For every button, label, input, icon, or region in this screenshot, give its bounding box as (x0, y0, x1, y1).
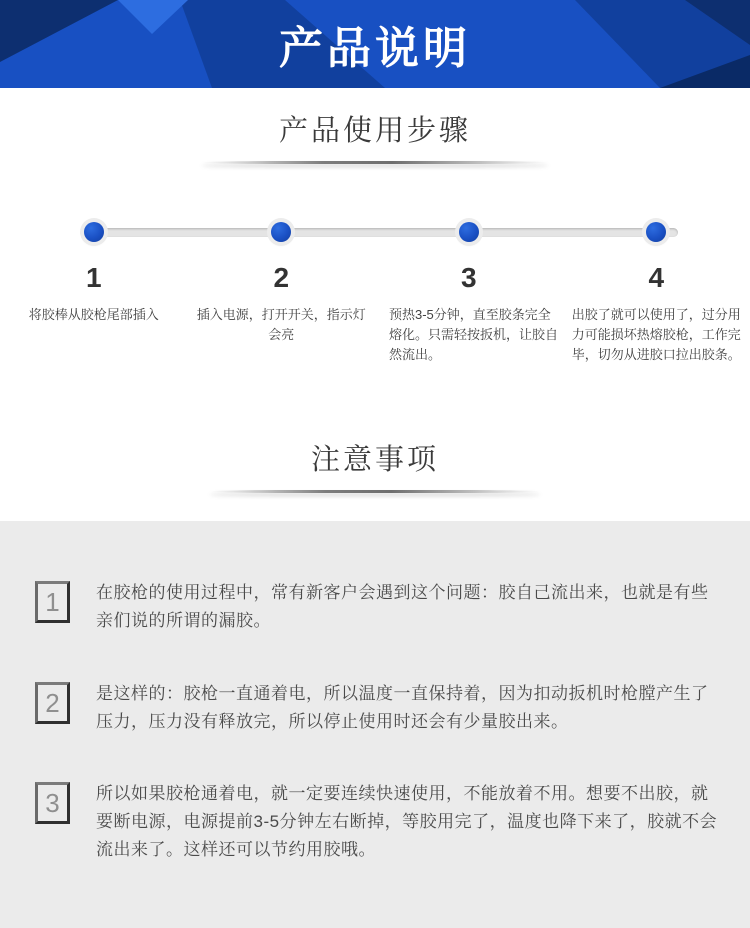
step-dot-icon (459, 222, 479, 242)
step-text: 将胶棒从胶枪尾部插入 (0, 305, 188, 325)
step-item-3 (375, 219, 563, 365)
note-number-box (35, 782, 70, 824)
step-number: 1 (86, 264, 102, 292)
step-item-4 (563, 219, 750, 365)
step-number: 4 (648, 264, 664, 292)
note-number: 2 (45, 690, 59, 716)
notes-section-header (0, 437, 750, 493)
note-item-3 (35, 780, 720, 864)
note-number: 1 (45, 589, 59, 615)
step-text: 插入电源，打开开关，指示灯会亮 (188, 305, 376, 345)
step-item-1 (0, 219, 188, 365)
note-number-box (35, 581, 70, 623)
usage-title-divider (201, 161, 549, 164)
banner-title: 产品说明 (0, 12, 750, 76)
notes-title-divider (209, 490, 541, 493)
note-item-2 (35, 680, 720, 736)
step-number: 2 (273, 264, 289, 292)
step-item-2 (188, 219, 376, 365)
note-number-box (35, 682, 70, 724)
note-item-1 (35, 579, 720, 635)
step-number: 3 (461, 264, 477, 292)
note-text: 所以如果胶枪通着电，就一定要连续快速使用，不能放着不用。想要不出胶，就要断电源，电源提前3-5分钟左右断掉，等胶用完了，温度也降下来了，胶就不会流出来了。这样还可以节约用胶哦。 (96, 780, 720, 864)
usage-section-title: 产品使用步骤 (0, 108, 750, 149)
notes-section (0, 521, 750, 927)
step-text: 出胶了就可以使用了，过分用力可能损坏热熔胶枪，工作完毕，切勿从进胶口拉出胶条。 (563, 305, 750, 365)
note-number: 3 (45, 790, 59, 816)
note-text: 在胶枪的使用过程中，常有新客户会遇到这个问题：胶自己流出来，也就是有些亲们说的所谓的漏胶。 (96, 579, 720, 635)
timeline-steps (0, 219, 750, 365)
steps-timeline (0, 219, 750, 365)
step-dot-icon (271, 222, 291, 242)
step-dot-icon (646, 222, 666, 242)
notes-section-title: 注意事项 (0, 437, 750, 478)
step-dot-icon (84, 222, 104, 242)
step-text: 预热3-5分钟，直至胶条完全熔化。只需轻按扳机，让胶自然流出。 (375, 305, 563, 365)
banner (0, 0, 750, 88)
usage-steps-section (0, 88, 750, 365)
note-text: 是这样的：胶枪一直通着电，所以温度一直保持着，因为扣动扳机时枪膛产生了压力，压力没有释放完，所以停止使用时还会有少量胶出来。 (96, 680, 720, 736)
